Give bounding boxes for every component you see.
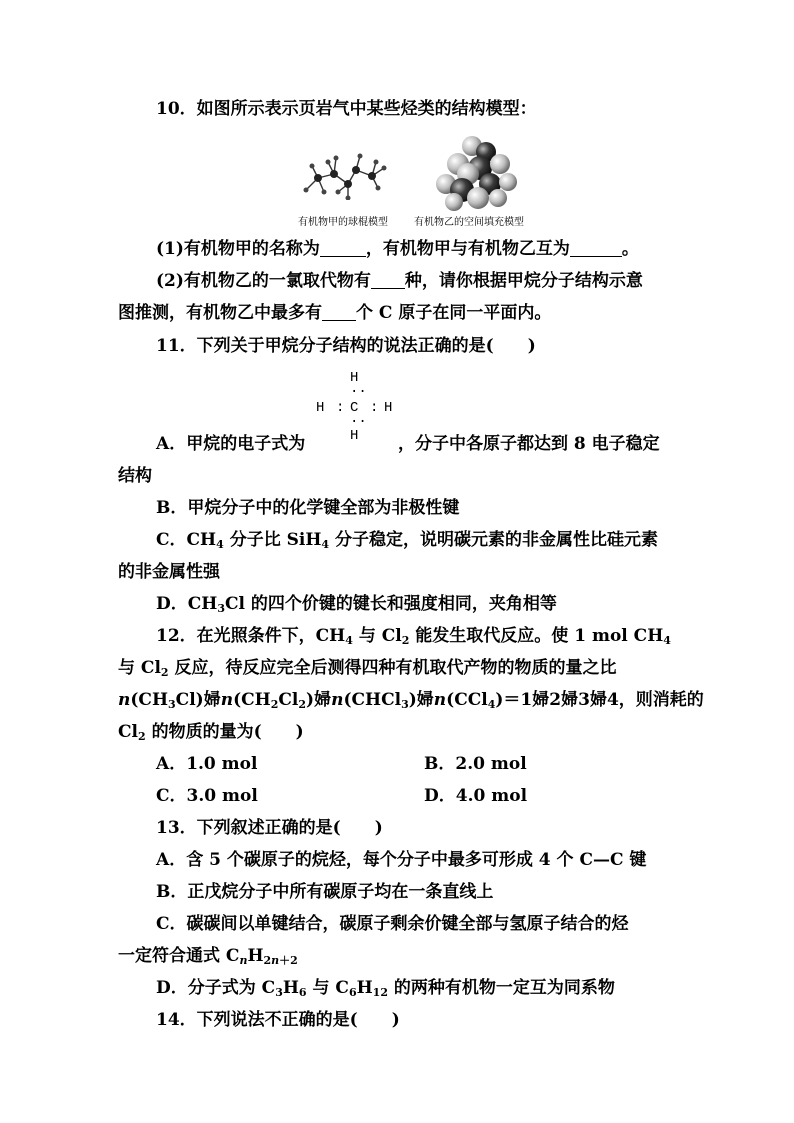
ratio-separator: 婦 [589,690,607,710]
subscript: 6 [348,986,357,999]
answer-blank[interactable] [371,272,405,289]
subscript: 2 [401,634,410,647]
lewis-h-left: H [316,400,325,416]
answer-blank[interactable] [320,240,366,257]
italic-n: n [220,690,234,710]
ratio-separator: 婦 [203,690,221,710]
text: 反应，待反应完全后测得四种有机取代产物的物质的量之比 [168,658,617,678]
q10-part1 [156,238,639,260]
lewis-colon-right: : [370,400,379,416]
q11-option-a-text1: A．甲烷的电子式为 [156,434,306,454]
text: 的物质的量为( ) [145,722,304,742]
text: )＝1 [495,690,533,710]
subscript: ＋2 [279,954,298,967]
subscript: 4 [321,538,330,551]
text: 与 Cl [118,658,161,678]
subscript: 3 [275,986,283,999]
subscript: n [271,954,280,967]
q10-part2-text-b: 种，请你根据甲烷分子结构示意 [404,271,643,291]
lewis-dots-top: ·· [350,384,367,400]
text: 4，则消耗的 [606,690,704,710]
subscript: 2 [138,730,146,743]
q14-stem: 14．下列说法不正确的是( ) [156,1010,400,1030]
q10-part1-text-c: 。 [621,239,639,259]
ratio-separator: 婦 [416,690,434,710]
lewis-h-right: H [384,400,393,416]
text: 12．在光照条件下，CH [156,626,346,646]
text: 的两种有机物一定互为同系物 [387,978,615,998]
q10-part1-text-a: (1)有机物甲的名称为 [156,239,320,259]
subscript: 3 [217,602,225,615]
lewis-dots-bottom: ·· [350,414,367,430]
text: 分子比 SiH [223,530,322,550]
subscript: n [239,954,248,967]
q11-stem: 11．下列关于甲烷分子结构的说法正确的是( ) [156,336,536,356]
text: H [247,946,264,966]
q10-part2-text-c: 图推测，有机物乙中最多有 [118,303,322,323]
text: ) [408,690,417,710]
subscript: 4 [487,698,496,711]
lewis-h-top: H [350,370,359,386]
text: 分子稳定，说明碳元素的非金属性比硅元素 [329,530,658,550]
q10-part2-text-d: 个 C 原子在同一平面内。 [356,303,552,323]
subscript: 6 [298,986,307,999]
text: 能发生取代反应。使 1 mol CH [409,626,664,646]
text: 2 [549,690,562,710]
q11-option-d [156,593,557,620]
q12-option-a: A．1.0 mol [156,754,258,774]
ratio-separator: 婦 [561,690,579,710]
q11-option-b: B．甲烷分子中的化学键全部为非极性键 [156,498,460,518]
subscript: 2 [298,698,307,711]
q10-part1-text-b: ，有机物甲与有机物乙互为 [365,239,570,259]
lewis-h-bottom: H [350,428,359,444]
text: Cl) [175,690,204,710]
space-filling-model [432,134,522,212]
text: 一定符合通式 C [118,946,240,966]
q10-stem: 10．如图所示表示页岩气中某些烃类的结构模型： [156,99,537,119]
text: Cl [118,722,138,742]
q12-line1 [156,625,671,652]
text: D．分子式为 C [156,978,276,998]
text: D．CH [156,594,218,614]
text: 与 Cl [352,626,402,646]
text: (CCl [446,690,488,710]
italic-n: n [433,690,447,710]
text: Cl [278,690,299,710]
q10-part2-cont [118,302,551,324]
q12-line3 [118,689,704,716]
caption-ball-stick: 有机物甲的球棍模型 [298,217,388,228]
subscript: 4 [663,634,671,647]
q12-option-b: B．2.0 mol [424,754,527,774]
text: ) [306,690,315,710]
q11-option-c [156,529,658,556]
q13-option-c-cont [118,945,298,972]
q11-option-a-text2: ，分子中各原子都达到 8 电子稳定 [398,434,660,454]
ball-and-stick-model [298,148,392,200]
italic-n: n [331,690,344,710]
text: 与 C [306,978,349,998]
subscript: 3 [401,698,409,711]
text: (CH [130,690,169,710]
q13-option-c: C．碳碳间以单键结合，碳原子剩余价键全部与氢原子结合的烃 [156,914,629,934]
lewis-colon-left: : [336,400,345,416]
q12-option-d: D．4.0 mol [424,786,528,806]
q12-line4 [118,721,304,748]
ratio-separator: 婦 [532,690,550,710]
q12-option-c: C．3.0 mol [156,786,258,806]
italic-n: n [118,690,131,710]
subscript: 2 [263,954,272,967]
subscript: 2 [160,666,169,679]
subscript: 3 [168,698,176,711]
subscript: 2 [270,698,279,711]
q13-option-a: A．含 5 个碳原子的烷烃，每个分子中最多可形成 4 个 C—C 键 [156,850,647,870]
answer-blank[interactable] [570,240,622,257]
q11-option-c-cont: 的非金属性强 [118,562,220,582]
q11-option-a-text3: 结构 [118,466,152,486]
subscript: 4 [216,538,224,551]
caption-space-filling: 有机物乙的空间填充模型 [414,217,524,228]
q13-stem: 13．下列叙述正确的是( ) [156,818,383,838]
q13-option-b: B．正戊烷分子中所有碳原子均在一条直线上 [156,882,494,902]
text: C．CH [156,530,217,550]
subscript: 12 [372,986,388,999]
q10-part2 [156,270,643,292]
q12-line2 [118,657,617,684]
text: H [356,978,373,998]
text: H [282,978,299,998]
lewis-c: C [350,400,359,416]
text: (CHCl [343,690,402,710]
answer-blank[interactable] [322,304,356,321]
ratio-separator: 婦 [314,690,332,710]
q10-part2-text-a: (2)有机物乙的一氯取代物有 [156,271,371,291]
text: 3 [578,690,590,710]
subscript: 4 [345,634,353,647]
methane-electron-formula [316,370,398,452]
text: (CH [233,690,271,710]
text: Cl 的四个价键的键长和强度相同，夹角相等 [225,594,557,614]
q13-option-d [156,977,615,1004]
